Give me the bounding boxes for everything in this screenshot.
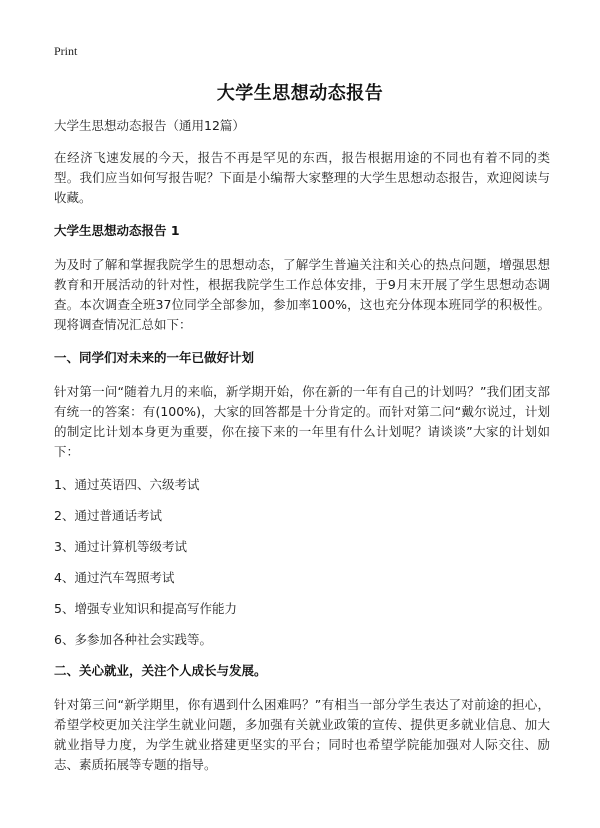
part-2-heading: 二、关心就业，关注个人成长与发展。	[54, 663, 267, 678]
document-body	[54, 116, 550, 788]
part-1-paragraph: 针对第一问“随着九月的来临，新学期开始，你在新的一年有自己的计划吗？”我们团支部有统一的答案：有(100%)，大家的回答都是十分肯定的。而针对第二问“戴尔说过，计划的制定比计划本身更为重要，你在接下来的一年里有什么计划呢？请谈谈”大家的计划如下：	[54, 384, 550, 459]
intro-paragraph: 在经济飞速发展的今天，报告不再是罕见的东西，报告根据用途的不同也有着不同的类型。我们应当如何写报告呢？下面是小编帮大家整理的大学生思想动态报告，欢迎阅读与收藏。	[54, 150, 550, 205]
plan-list-item: 3、通过计算机等级考试	[54, 539, 187, 554]
document-subtitle: 大学生思想动态报告（通用12篇）	[54, 118, 245, 133]
plan-list-item: 2、通过普通话考试	[54, 508, 162, 523]
plan-list-item: 4、通过汽车驾照考试	[54, 570, 175, 585]
plan-list-item: 5、增强专业知识和提高写作能力	[54, 601, 237, 616]
section-1-paragraph: 为及时了解和掌握我院学生的思想动态，了解学生普遍关注和关心的热点问题，增强思想教育和开展活动的针对性，根据我院学生工作总体安排，于9月末开展了学生思想动态调查。本次调查全班37位同学全部参加，参加率100%，这也充分体现本班同学的积极性。现将调查情况汇总如下：	[54, 257, 550, 332]
plan-list-item: 6、多参加各种社会实践等。	[54, 632, 212, 647]
part-1-heading: 一、同学们对未来的一年已做好计划	[54, 350, 255, 365]
section-1-heading: 大学生思想动态报告 1	[54, 223, 180, 238]
document-title: 大学生思想动态报告	[216, 83, 384, 104]
print-link[interactable]: Print	[54, 44, 78, 58]
plan-list-item: 1、通过英语四、六级考试	[54, 477, 200, 492]
part-2-paragraph: 针对第三问“新学期里，你有遇到什么困难吗？”有相当一部分学生表达了对前途的担心，希望学校更加关注学生就业问题，多加强有关就业政策的宣传、提供更多就业信息、加大就业指导力度，为学生就业搭建更坚实的平台；同时也希望学院能加强对人际交往、励志、素质拓展等专题的指导。	[54, 697, 550, 772]
